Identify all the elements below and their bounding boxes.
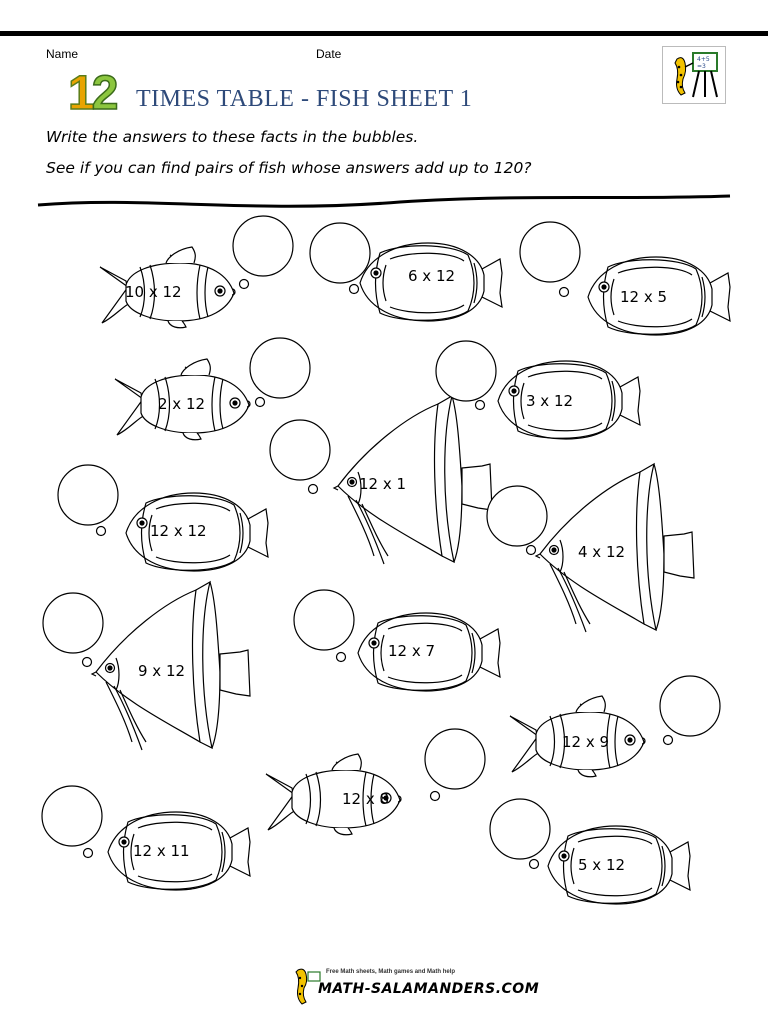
small-bubble — [337, 653, 346, 662]
small-bubble — [530, 860, 539, 869]
page-title: TIMES TABLE - FISH SHEET 1 — [136, 86, 473, 112]
svg-text:4+5: 4+5 — [697, 56, 710, 63]
fish-fact: 12 x 8 — [342, 790, 390, 808]
answer-bubble[interactable] — [58, 465, 118, 525]
answer-bubble[interactable] — [233, 216, 293, 276]
small-bubble — [97, 527, 106, 536]
answer-bubble[interactable] — [310, 223, 370, 283]
small-bubble — [527, 546, 536, 555]
date-label: Date — [316, 47, 342, 61]
small-bubble — [560, 288, 569, 297]
small-bubble — [431, 792, 440, 801]
fish-fact: 12 x 9 — [562, 733, 610, 751]
title-digit-2: 2 — [91, 67, 116, 120]
answer-bubble[interactable] — [487, 486, 547, 546]
footer-logo — [288, 966, 540, 1006]
answer-bubble[interactable] — [660, 676, 720, 736]
instruction-line-1: Write the answers to these facts in the bubbles. — [46, 128, 419, 146]
fish-angelfish — [334, 396, 492, 564]
small-bubble — [256, 398, 265, 407]
small-bubble — [664, 736, 673, 745]
answer-bubble[interactable] — [425, 729, 485, 789]
footer-brand: MATH-SALAMANDERS.COM — [318, 981, 540, 997]
small-bubble — [83, 658, 92, 667]
answer-bubble[interactable] — [43, 593, 103, 653]
fish-fact: 9 x 12 — [138, 662, 186, 680]
small-bubble — [476, 401, 485, 410]
fish-fact: 10 x 12 — [125, 283, 182, 301]
salamander-icon — [288, 966, 322, 1006]
small-bubble — [309, 485, 318, 494]
fish-fact: 6 x 12 — [408, 267, 456, 285]
answer-bubble[interactable] — [436, 341, 496, 401]
answer-bubble[interactable] — [490, 799, 550, 859]
answer-bubble[interactable] — [42, 786, 102, 846]
footer-tagline: Free Math sheets, Math games and Math help — [326, 969, 456, 975]
answer-bubble[interactable] — [520, 222, 580, 282]
name-label: Name — [46, 47, 79, 61]
fish-fact: 12 x 5 — [620, 288, 668, 306]
fish-fact: 12 x 12 — [150, 522, 207, 540]
fish-fact: 12 x 11 — [133, 842, 190, 860]
fish-fact: 12 x 1 — [359, 475, 407, 493]
answer-bubble[interactable] — [294, 590, 354, 650]
small-bubble — [240, 280, 249, 289]
small-bubble — [350, 285, 359, 294]
fish-fact: 4 x 12 — [578, 543, 626, 561]
fish-fact: 5 x 12 — [578, 856, 626, 874]
instruction-line-2: See if you can find pairs of fish whose answers add up to 120? — [46, 159, 532, 177]
fish-fact: 2 x 12 — [158, 395, 206, 413]
small-bubble — [84, 849, 93, 858]
svg-text:=3: =3 — [697, 63, 706, 70]
answer-bubble[interactable] — [270, 420, 330, 480]
fish-fact: 3 x 12 — [526, 392, 574, 410]
answer-bubble[interactable] — [250, 338, 310, 398]
fish-fact: 12 x 7 — [388, 642, 436, 660]
title-digit-1: 1 — [68, 67, 92, 120]
